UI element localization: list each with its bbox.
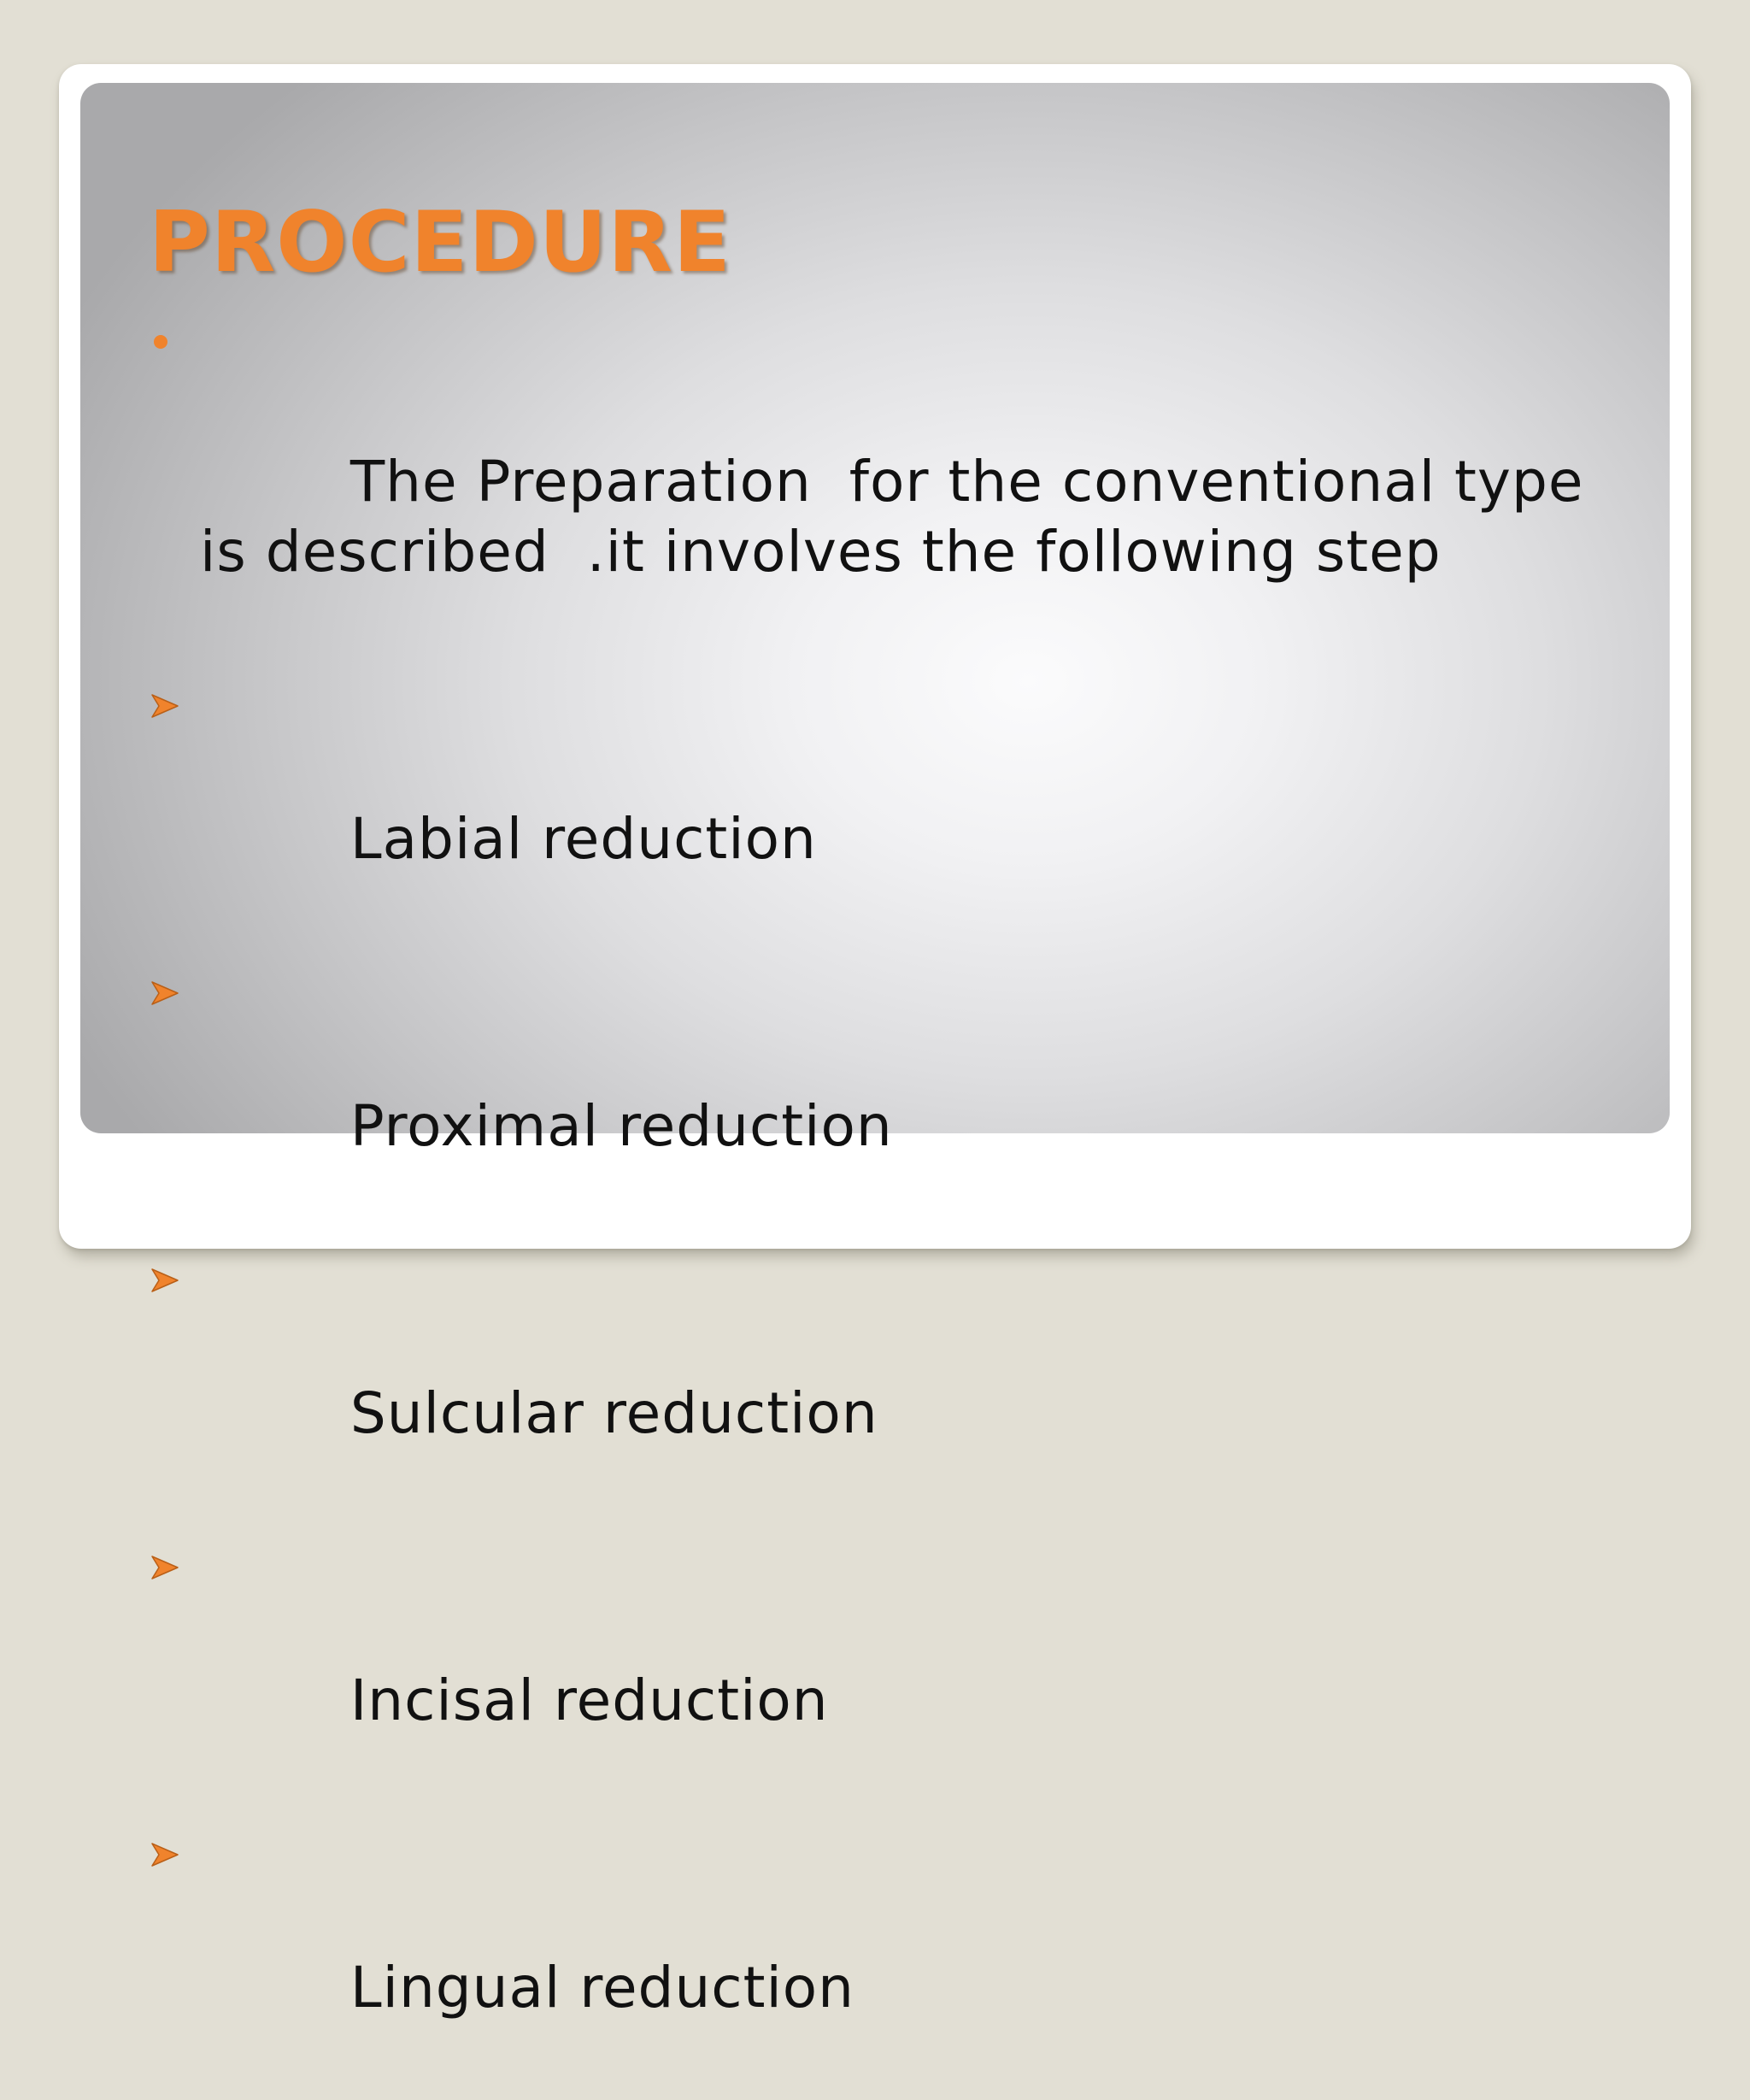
intro-bullet-item: [149, 307, 1635, 657]
step-item-lingual: [149, 1813, 1635, 2093]
step-item-proximal: [149, 951, 1635, 1232]
step-label: Labial reduction: [349, 806, 817, 872]
intro-text: The Preparation for the conventional type is described .it involves the following step: [200, 449, 1603, 585]
arrowhead-bullet-icon: [150, 1842, 179, 1868]
arrowhead-bullet-icon: [150, 1268, 179, 1293]
step-label: Sulcular reduction: [349, 1380, 878, 1446]
step-label: Incisal reduction: [349, 1668, 829, 1733]
step-item-sulcular: [149, 1238, 1635, 1519]
slide-title: PROCEDURE: [149, 194, 731, 291]
slide-content-panel: [80, 83, 1670, 2021]
arrowhead-bullet-icon: [150, 693, 179, 719]
arrowhead-bullet-icon: [150, 980, 179, 1006]
step-item-labial: [149, 664, 1635, 944]
arrowhead-bullet-icon: [150, 1555, 179, 1580]
step-item-incisal: [149, 1526, 1635, 1806]
slide-card: [59, 64, 1691, 2021]
step-label: Lingual reduction: [349, 1955, 854, 2021]
dot-bullet-icon: [154, 335, 167, 349]
bullet-list: [149, 307, 1635, 2100]
step-label: Proximal reduction: [349, 1093, 893, 1159]
